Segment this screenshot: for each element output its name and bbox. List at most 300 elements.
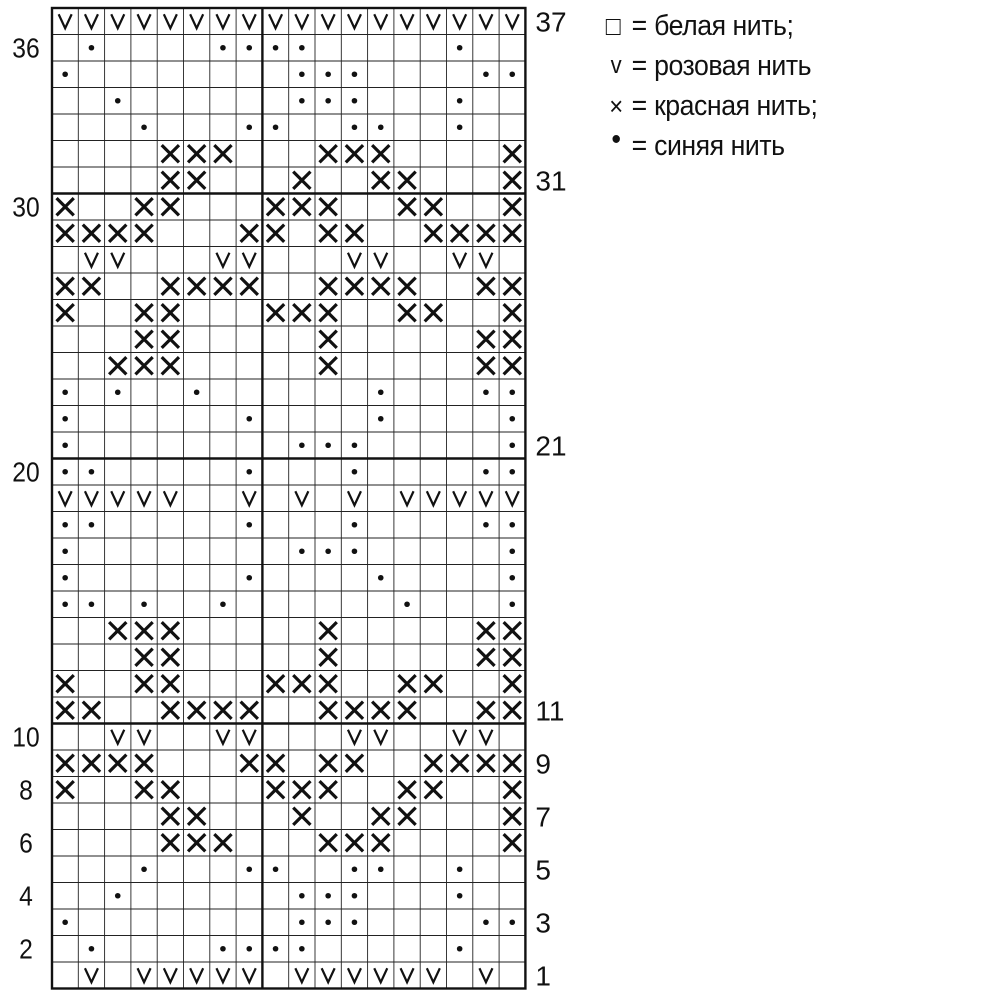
row-label-right-37: 37 <box>535 6 567 38</box>
cell-r11-c13-red-stitch <box>373 703 388 718</box>
cell-r19-c5-pink-stitch <box>164 491 177 505</box>
cell-r37-c15-pink-stitch <box>427 14 440 28</box>
cell-r28-c13-pink-stitch <box>374 253 387 267</box>
cell-r36-c8-blue-stitch <box>246 45 252 51</box>
cell-r25-c4-red-stitch <box>137 332 152 347</box>
cell-r8-c14-red-stitch <box>400 782 415 797</box>
cell-r17-c10-blue-stitch <box>299 548 305 554</box>
cell-r37-c11-pink-stitch <box>322 14 335 28</box>
cell-r25-c5-red-stitch <box>163 332 178 347</box>
row-label-left-2: 2 <box>19 933 33 966</box>
cell-r7-c13-red-stitch <box>373 809 388 824</box>
cell-r24-c17-red-stitch <box>478 358 493 373</box>
cell-r19-c4-pink-stitch <box>138 491 151 505</box>
cell-r1-c5-pink-stitch <box>164 968 177 982</box>
cell-r22-c1-blue-stitch <box>62 416 68 422</box>
white-square-icon <box>604 10 628 43</box>
cell-r14-c18-red-stitch <box>505 623 520 638</box>
cell-r32-c5-red-stitch <box>163 146 178 161</box>
cell-r1-c6-pink-stitch <box>190 968 203 982</box>
cell-r4-c12-blue-stitch <box>352 893 358 899</box>
cell-r4-c16-blue-stitch <box>457 893 463 899</box>
cell-r6-c12-red-stitch <box>347 835 362 850</box>
cell-r29-c18-red-stitch <box>505 226 520 241</box>
cell-r12-c10-red-stitch <box>294 676 309 691</box>
cell-r16-c1-blue-stitch <box>62 575 68 581</box>
cell-r23-c18-blue-stitch <box>509 389 515 395</box>
legend-white-eq: = <box>631 9 647 42</box>
cell-r15-c4-blue-stitch <box>141 601 147 607</box>
cell-r30-c9-red-stitch <box>268 199 283 214</box>
cell-r2-c10-blue-stitch <box>299 946 305 952</box>
cell-r21-c12-blue-stitch <box>352 442 358 448</box>
cell-r15-c1-blue-stitch <box>62 601 68 607</box>
legend-white-label: белая нить; <box>654 9 794 42</box>
cell-r33-c8-blue-stitch <box>246 124 252 130</box>
cell-r1-c2-pink-stitch <box>85 968 98 982</box>
cell-r14-c5-red-stitch <box>163 623 178 638</box>
cell-r20-c12-blue-stitch <box>352 469 358 475</box>
cell-r37-c5-pink-stitch <box>164 14 177 28</box>
pink-v-icon: v <box>610 52 622 79</box>
cell-r27-c12-red-stitch <box>347 279 362 294</box>
cell-r5-c13-blue-stitch <box>378 866 384 872</box>
cell-r6-c11-red-stitch <box>321 835 336 850</box>
cell-r6-c18-red-stitch <box>505 835 520 850</box>
cell-r18-c17-blue-stitch <box>483 522 489 528</box>
cell-r23-c3-blue-stitch <box>115 389 121 395</box>
cell-r29-c17-red-stitch <box>478 226 493 241</box>
cell-r28-c16-pink-stitch <box>453 253 466 267</box>
cell-r35-c18-blue-stitch <box>509 71 515 77</box>
legend-red-eq: = <box>631 89 647 122</box>
cell-r37-c13-pink-stitch <box>374 14 387 28</box>
cell-r1-c4-pink-stitch <box>138 968 151 982</box>
cell-r29-c8-red-stitch <box>242 226 257 241</box>
cell-r2-c2-blue-stitch <box>89 946 95 952</box>
cell-r19-c16-pink-stitch <box>453 491 466 505</box>
row-label-left-4: 4 <box>19 880 33 913</box>
cell-r29-c4-red-stitch <box>137 226 152 241</box>
cell-r20-c18-blue-stitch <box>509 469 515 475</box>
cell-r11-c8-red-stitch <box>242 703 257 718</box>
cell-r31-c6-red-stitch <box>189 173 204 188</box>
cell-r37-c6-pink-stitch <box>190 14 203 28</box>
cell-r30-c15-red-stitch <box>426 199 441 214</box>
cell-r32-c13-red-stitch <box>373 146 388 161</box>
cell-r37-c18-pink-stitch <box>506 14 519 28</box>
cell-r18-c2-blue-stitch <box>89 522 95 528</box>
cell-r3-c1-blue-stitch <box>62 919 68 925</box>
cell-r7-c10-red-stitch <box>294 809 309 824</box>
cell-r30-c1-red-stitch <box>58 199 73 214</box>
cell-r33-c16-blue-stitch <box>457 124 463 130</box>
legend-pink-eq: = <box>631 49 647 82</box>
row-label-left-8: 8 <box>19 774 33 807</box>
cell-r31-c5-red-stitch <box>163 173 178 188</box>
cell-r14-c17-red-stitch <box>478 623 493 638</box>
cell-r28-c8-pink-stitch <box>243 253 256 267</box>
cell-r27-c14-red-stitch <box>400 279 415 294</box>
row-label-right-21: 21 <box>535 430 567 462</box>
cell-r8-c9-red-stitch <box>268 782 283 797</box>
cell-r35-c17-blue-stitch <box>483 71 489 77</box>
cell-r33-c4-blue-stitch <box>141 124 147 130</box>
cell-r15-c14-blue-stitch <box>404 601 410 607</box>
cell-r11-c17-red-stitch <box>478 703 493 718</box>
cell-r6-c13-red-stitch <box>373 835 388 850</box>
cell-r14-c4-red-stitch <box>137 623 152 638</box>
cell-r1-c13-pink-stitch <box>374 968 387 982</box>
cell-r19-c1-pink-stitch <box>59 491 72 505</box>
cell-r11-c2-red-stitch <box>84 703 99 718</box>
legend-white <box>604 6 963 46</box>
cell-r5-c4-blue-stitch <box>141 866 147 872</box>
cell-r2-c16-blue-stitch <box>457 946 463 952</box>
cell-r32-c11-red-stitch <box>321 146 336 161</box>
cell-r34-c3-blue-stitch <box>115 98 121 104</box>
cell-r37-c4-pink-stitch <box>138 14 151 28</box>
cell-r3-c10-blue-stitch <box>299 919 305 925</box>
cell-r20-c1-blue-stitch <box>62 469 68 475</box>
cell-r11-c1-red-stitch <box>58 703 73 718</box>
cell-r7-c18-red-stitch <box>505 809 520 824</box>
cell-r21-c18-blue-stitch <box>509 442 515 448</box>
cell-r8-c18-red-stitch <box>505 782 520 797</box>
cell-r8-c10-red-stitch <box>294 782 309 797</box>
cell-r12-c15-red-stitch <box>426 676 441 691</box>
cell-r2-c7-blue-stitch <box>220 946 226 952</box>
cell-r26-c1-red-stitch <box>58 305 73 320</box>
cell-r19-c17-pink-stitch <box>479 491 492 505</box>
cell-r36-c9-blue-stitch <box>273 45 279 51</box>
cell-r25-c11-red-stitch <box>321 332 336 347</box>
cell-r26-c10-red-stitch <box>294 305 309 320</box>
cell-r19-c18-pink-stitch <box>506 491 519 505</box>
cell-r18-c12-blue-stitch <box>352 522 358 528</box>
cell-r6-c5-red-stitch <box>163 835 178 850</box>
cell-r1-c10-pink-stitch <box>295 968 308 982</box>
cell-r27-c13-red-stitch <box>373 279 388 294</box>
cell-r30-c11-red-stitch <box>321 199 336 214</box>
cell-r19-c14-pink-stitch <box>401 491 414 505</box>
cell-r21-c10-blue-stitch <box>299 442 305 448</box>
cell-r6-c6-red-stitch <box>189 835 204 850</box>
cell-r22-c18-blue-stitch <box>509 416 515 422</box>
cell-r26-c14-red-stitch <box>400 305 415 320</box>
cell-r18-c18-blue-stitch <box>509 522 515 528</box>
cell-r12-c18-red-stitch <box>505 676 520 691</box>
cell-r32-c7-red-stitch <box>215 146 230 161</box>
cell-r12-c4-red-stitch <box>137 676 152 691</box>
cell-r18-c8-blue-stitch <box>246 522 252 528</box>
cell-r1-c8-pink-stitch <box>243 968 256 982</box>
cell-r21-c1-blue-stitch <box>62 442 68 448</box>
cell-r21-c11-blue-stitch <box>325 442 331 448</box>
cell-r29-c3-red-stitch <box>110 226 125 241</box>
row-label-left-6: 6 <box>19 827 33 860</box>
cell-r28-c12-pink-stitch <box>348 253 361 267</box>
cell-r36-c2-blue-stitch <box>89 45 95 51</box>
cell-r9-c17-red-stitch <box>478 756 493 771</box>
cell-r24-c18-red-stitch <box>505 358 520 373</box>
cell-r1-c7-pink-stitch <box>216 968 229 982</box>
cell-r19-c8-pink-stitch <box>243 491 256 505</box>
cell-r28-c3-pink-stitch <box>111 253 124 267</box>
cell-r27-c11-red-stitch <box>321 279 336 294</box>
row-label-left-30: 30 <box>12 191 40 224</box>
row-label-right-5: 5 <box>535 854 551 886</box>
cell-r8-c11-red-stitch <box>321 782 336 797</box>
cell-r32-c6-red-stitch <box>189 146 204 161</box>
cell-r35-c10-blue-stitch <box>299 71 305 77</box>
cell-r28-c17-pink-stitch <box>479 253 492 267</box>
cell-r27-c8-red-stitch <box>242 279 257 294</box>
cell-r37-c12-pink-stitch <box>348 14 361 28</box>
row-label-right-31: 31 <box>535 165 567 197</box>
cell-r7-c6-red-stitch <box>189 809 204 824</box>
cell-r34-c12-blue-stitch <box>352 98 358 104</box>
cell-r37-c1-pink-stitch <box>59 14 72 28</box>
cell-r22-c8-blue-stitch <box>246 416 252 422</box>
cell-r3-c17-blue-stitch <box>483 919 489 925</box>
cell-r1-c11-pink-stitch <box>322 968 335 982</box>
row-label-right-7: 7 <box>535 801 551 833</box>
cell-r1-c15-pink-stitch <box>427 968 440 982</box>
legend-pink-label: розовая нить <box>654 49 812 82</box>
cell-r27-c7-red-stitch <box>215 279 230 294</box>
cell-r17-c1-blue-stitch <box>62 548 68 554</box>
cell-r9-c9-red-stitch <box>268 756 283 771</box>
cell-r15-c2-blue-stitch <box>89 601 95 607</box>
cell-r13-c5-red-stitch <box>163 650 178 665</box>
cell-r17-c12-blue-stitch <box>352 548 358 554</box>
cell-r15-c18-blue-stitch <box>509 601 515 607</box>
cell-r20-c2-blue-stitch <box>89 469 95 475</box>
cell-r25-c17-red-stitch <box>478 332 493 347</box>
cell-r4-c11-blue-stitch <box>325 893 331 899</box>
blue-dot-icon: • <box>611 123 621 156</box>
cell-r12-c1-red-stitch <box>58 676 73 691</box>
cell-r33-c12-blue-stitch <box>352 124 358 130</box>
cell-r25-c18-red-stitch <box>505 332 520 347</box>
cell-r23-c1-blue-stitch <box>62 389 68 395</box>
cell-r35-c1-blue-stitch <box>62 71 68 77</box>
cell-r7-c14-red-stitch <box>400 809 415 824</box>
cell-r23-c17-blue-stitch <box>483 389 489 395</box>
cell-r16-c18-blue-stitch <box>509 575 515 581</box>
cell-r11-c18-red-stitch <box>505 703 520 718</box>
cell-r37-c10-pink-stitch <box>295 14 308 28</box>
cell-r37-c8-pink-stitch <box>243 14 256 28</box>
legend-pink <box>604 46 963 86</box>
cell-r20-c8-blue-stitch <box>246 469 252 475</box>
cell-r33-c13-blue-stitch <box>378 124 384 130</box>
cell-r4-c10-blue-stitch <box>299 893 305 899</box>
cell-r12-c9-red-stitch <box>268 676 283 691</box>
cell-r8-c15-red-stitch <box>426 782 441 797</box>
cell-r26-c15-red-stitch <box>426 305 441 320</box>
cell-r26-c5-red-stitch <box>163 305 178 320</box>
cell-r12-c11-red-stitch <box>321 676 336 691</box>
cell-r10-c8-pink-stitch <box>243 730 256 744</box>
cell-r26-c18-red-stitch <box>505 305 520 320</box>
cell-r35-c11-blue-stitch <box>325 71 331 77</box>
cell-r14-c3-red-stitch <box>110 623 125 638</box>
cell-r31-c18-red-stitch <box>505 173 520 188</box>
cell-r9-c8-red-stitch <box>242 756 257 771</box>
cell-r32-c18-red-stitch <box>505 146 520 161</box>
cell-r30-c10-red-stitch <box>294 199 309 214</box>
cell-r36-c10-blue-stitch <box>299 45 305 51</box>
legend-blue <box>604 123 963 166</box>
legend <box>604 6 994 166</box>
cell-r19-c10-pink-stitch <box>295 491 308 505</box>
cell-r36-c16-blue-stitch <box>457 45 463 51</box>
row-label-right-1: 1 <box>535 960 551 992</box>
cell-r1-c17-pink-stitch <box>479 968 492 982</box>
cell-r37-c16-pink-stitch <box>453 14 466 28</box>
cell-r15-c7-blue-stitch <box>220 601 226 607</box>
cell-r9-c12-red-stitch <box>347 756 362 771</box>
cell-r10-c3-pink-stitch <box>111 730 124 744</box>
cell-r11-c11-red-stitch <box>321 703 336 718</box>
cell-r37-c3-pink-stitch <box>111 14 124 28</box>
cell-r16-c8-blue-stitch <box>246 575 252 581</box>
row-label-left-20: 20 <box>12 456 40 489</box>
cell-r2-c9-blue-stitch <box>273 946 279 952</box>
cell-r36-c7-blue-stitch <box>220 45 226 51</box>
cell-r20-c17-blue-stitch <box>483 469 489 475</box>
cell-r9-c3-red-stitch <box>110 756 125 771</box>
cell-r7-c5-red-stitch <box>163 809 178 824</box>
cell-r24-c4-red-stitch <box>137 358 152 373</box>
cell-r29-c1-red-stitch <box>58 226 73 241</box>
cell-r9-c2-red-stitch <box>84 756 99 771</box>
cell-r27-c5-red-stitch <box>163 279 178 294</box>
cell-r26-c9-red-stitch <box>268 305 283 320</box>
cell-r5-c8-blue-stitch <box>246 866 252 872</box>
cell-r10-c13-pink-stitch <box>374 730 387 744</box>
cell-r6-c7-red-stitch <box>215 835 230 850</box>
cell-r9-c16-red-stitch <box>452 756 467 771</box>
cell-r30-c4-red-stitch <box>137 199 152 214</box>
cell-r31-c13-red-stitch <box>373 173 388 188</box>
cell-r14-c11-red-stitch <box>321 623 336 638</box>
cell-r5-c16-blue-stitch <box>457 866 463 872</box>
cell-r13-c17-red-stitch <box>478 650 493 665</box>
cell-r1-c14-pink-stitch <box>401 968 414 982</box>
cell-r32-c12-red-stitch <box>347 146 362 161</box>
cell-r17-c18-blue-stitch <box>509 548 515 554</box>
cell-r11-c7-red-stitch <box>215 703 230 718</box>
legend-blue-label: синяя нить <box>654 129 785 162</box>
cell-r23-c13-blue-stitch <box>378 389 384 395</box>
cell-r1-c12-pink-stitch <box>348 968 361 982</box>
cell-r37-c17-pink-stitch <box>479 14 492 28</box>
cell-r35-c12-blue-stitch <box>352 71 358 77</box>
cell-r34-c10-blue-stitch <box>299 98 305 104</box>
cell-r27-c18-red-stitch <box>505 279 520 294</box>
cell-r10-c4-pink-stitch <box>138 730 151 744</box>
cell-r29-c9-red-stitch <box>268 226 283 241</box>
cell-r26-c4-red-stitch <box>137 305 152 320</box>
cell-r8-c4-red-stitch <box>137 782 152 797</box>
cell-r11-c14-red-stitch <box>400 703 415 718</box>
cell-r9-c11-red-stitch <box>321 756 336 771</box>
row-label-left-10: 10 <box>12 721 40 754</box>
cell-r10-c12-pink-stitch <box>348 730 361 744</box>
cell-r29-c2-red-stitch <box>84 226 99 241</box>
cell-r9-c15-red-stitch <box>426 756 441 771</box>
cell-r34-c11-blue-stitch <box>325 98 331 104</box>
cell-r18-c1-blue-stitch <box>62 522 68 528</box>
cell-r19-c15-pink-stitch <box>427 491 440 505</box>
legend-red <box>604 86 963 126</box>
cell-r19-c3-pink-stitch <box>111 491 124 505</box>
cell-r26-c11-red-stitch <box>321 305 336 320</box>
cell-r5-c12-blue-stitch <box>352 866 358 872</box>
cell-r27-c17-red-stitch <box>478 279 493 294</box>
cell-r29-c11-red-stitch <box>321 226 336 241</box>
cell-r34-c16-blue-stitch <box>457 98 463 104</box>
cell-r13-c18-red-stitch <box>505 650 520 665</box>
cell-r9-c1-red-stitch <box>58 756 73 771</box>
cell-r37-c9-pink-stitch <box>269 14 282 28</box>
cell-r28-c2-pink-stitch <box>85 253 98 267</box>
cell-r24-c11-red-stitch <box>321 358 336 373</box>
cell-r9-c4-red-stitch <box>137 756 152 771</box>
cell-r13-c4-red-stitch <box>137 650 152 665</box>
cell-r11-c12-red-stitch <box>347 703 362 718</box>
cell-r33-c9-blue-stitch <box>273 124 279 130</box>
cell-r17-c11-blue-stitch <box>325 548 331 554</box>
cell-r22-c13-blue-stitch <box>378 416 384 422</box>
cell-r8-c1-red-stitch <box>58 782 73 797</box>
cell-r24-c3-red-stitch <box>110 358 125 373</box>
cell-r30-c18-red-stitch <box>505 199 520 214</box>
cell-r29-c12-red-stitch <box>347 226 362 241</box>
cell-r27-c1-red-stitch <box>58 279 73 294</box>
cell-r29-c15-red-stitch <box>426 226 441 241</box>
cell-r29-c16-red-stitch <box>452 226 467 241</box>
cell-r10-c17-pink-stitch <box>479 730 492 744</box>
legend-red-label: красная нить; <box>654 89 818 122</box>
cell-r28-c7-pink-stitch <box>216 253 229 267</box>
legend-blue-eq: = <box>631 129 647 162</box>
cell-r11-c5-red-stitch <box>163 703 178 718</box>
row-label-right-9: 9 <box>535 748 551 780</box>
cell-r5-c9-blue-stitch <box>273 866 279 872</box>
cell-r2-c8-blue-stitch <box>246 946 252 952</box>
cell-r30-c14-red-stitch <box>400 199 415 214</box>
cell-r37-c7-pink-stitch <box>216 14 229 28</box>
row-label-left-36: 36 <box>12 32 40 65</box>
red-cross-icon: × <box>609 91 623 121</box>
cell-r30-c5-red-stitch <box>163 199 178 214</box>
row-label-right-11: 11 <box>535 695 565 727</box>
cell-r12-c5-red-stitch <box>163 676 178 691</box>
cell-r31-c14-red-stitch <box>400 173 415 188</box>
cell-r11-c6-red-stitch <box>189 703 204 718</box>
cell-r9-c18-red-stitch <box>505 756 520 771</box>
cell-r3-c12-blue-stitch <box>352 919 358 925</box>
cell-r8-c5-red-stitch <box>163 782 178 797</box>
cell-r3-c18-blue-stitch <box>509 919 515 925</box>
cell-r31-c10-red-stitch <box>294 173 309 188</box>
cell-r10-c7-pink-stitch <box>216 730 229 744</box>
cell-r23-c6-blue-stitch <box>194 389 200 395</box>
